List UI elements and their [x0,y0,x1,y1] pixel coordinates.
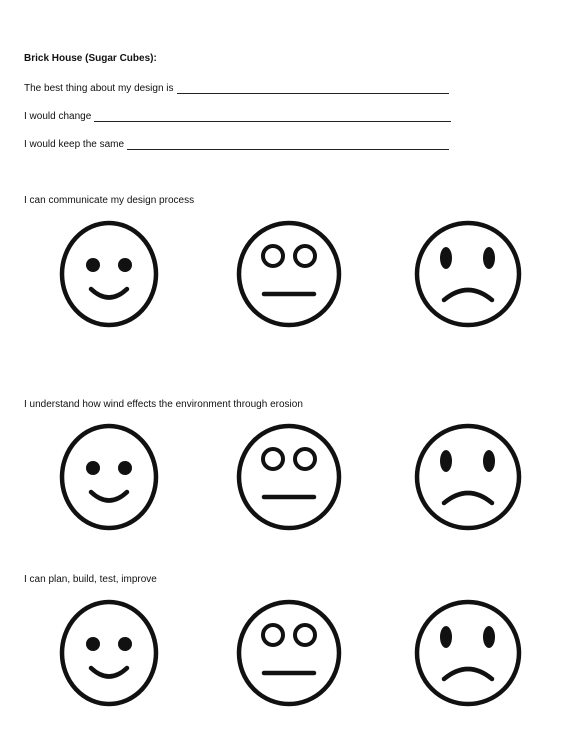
page-title: Brick House (Sugar Cubes): [24,53,157,64]
happy-face-icon[interactable] [59,423,159,531]
faces-row-communicate [0,220,580,332]
faces-row-wind-erosion [0,423,580,535]
happy-face-icon[interactable] [59,220,159,328]
sad-face-icon[interactable] [414,423,522,531]
neutral-face-icon[interactable] [236,599,342,707]
faces-row-plan-build [0,599,580,711]
sad-face-icon[interactable] [414,220,522,328]
prompt-keep-same [24,139,449,150]
happy-face-icon[interactable] [59,599,159,707]
neutral-face-icon[interactable] [236,423,342,531]
prompt-best-thing-blank[interactable] [177,84,449,94]
prompt-would-change [24,111,451,122]
prompt-best-thing-label: The best thing about my design is [24,83,174,94]
prompt-would-change-label: I would change [24,111,92,122]
prompt-would-change-blank[interactable] [94,112,451,122]
section-label-communicate: I can communicate my design process [24,195,195,206]
prompt-keep-same-blank[interactable] [127,140,449,150]
section-label-plan-build: I can plan, build, test, improve [24,574,157,585]
prompt-keep-same-label: I would keep the same [24,139,125,150]
prompt-best-thing [24,83,449,94]
neutral-face-icon[interactable] [236,220,342,328]
sad-face-icon[interactable] [414,599,522,707]
section-label-wind-erosion: I understand how wind effects the environment through erosion [24,399,303,410]
